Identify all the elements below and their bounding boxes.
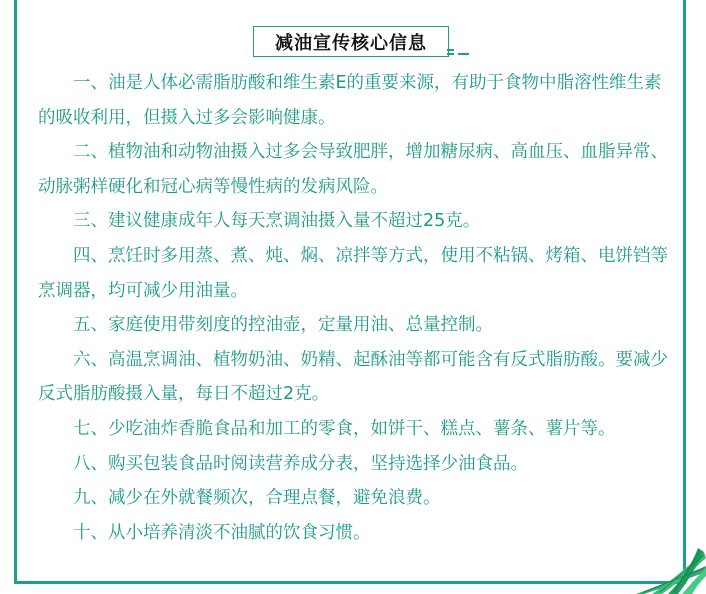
- page-title: 减油宣传核心信息: [275, 32, 427, 54]
- title-box: [253, 26, 449, 57]
- message-list: [38, 66, 670, 550]
- message-item-1: 一、油是人体必需脂肪酸和维生素E的重要来源，有助于食物中脂溶性维生素的吸收利用，但摄入过多会影响健康。: [38, 73, 662, 128]
- message-item-8: 八、购买包装食品时阅读营养成分表，坚持选择少油食品。: [73, 453, 528, 474]
- message-item-10: 十、从小培养清淡不油腻的饮食习惯。: [73, 522, 371, 543]
- message-item-4: 四、烹饪时多用蒸、煮、炖、焖、凉拌等方式，使用不粘锅、烤箱、电饼铛等烹调器，均可减少用油量。: [38, 245, 668, 301]
- grass-leaf-icon: [634, 546, 706, 594]
- message-item-7: 七、少吃油炸香脆食品和加工的零食，如饼干、糕点、薯条、薯片等。: [73, 418, 616, 439]
- message-item-5: 五、家庭使用带刻度的控油壶，定量用油、总量控制。: [73, 315, 493, 336]
- message-item-3: 三、建议健康成年人每天烹调油摄入量不超过25克。: [73, 211, 481, 232]
- message-item-9: 九、减少在外就餐频次，合理点餐，避免浪费。: [73, 488, 441, 509]
- underline-dash-icon: [445, 40, 471, 56]
- message-item-2: 二、植物油和动物油摄入过多会导致肥胖，增加糖尿病、高血压、血脂异常、动脉粥样硬化和冠心病等慢性病的发病风险。: [38, 142, 668, 197]
- message-item-6: 六、高温烹调油、植物奶油、奶精、起酥油等都可能含有反式脂肪酸。要减少反式脂肪酸摄入量，每日不超过2克。: [38, 349, 668, 405]
